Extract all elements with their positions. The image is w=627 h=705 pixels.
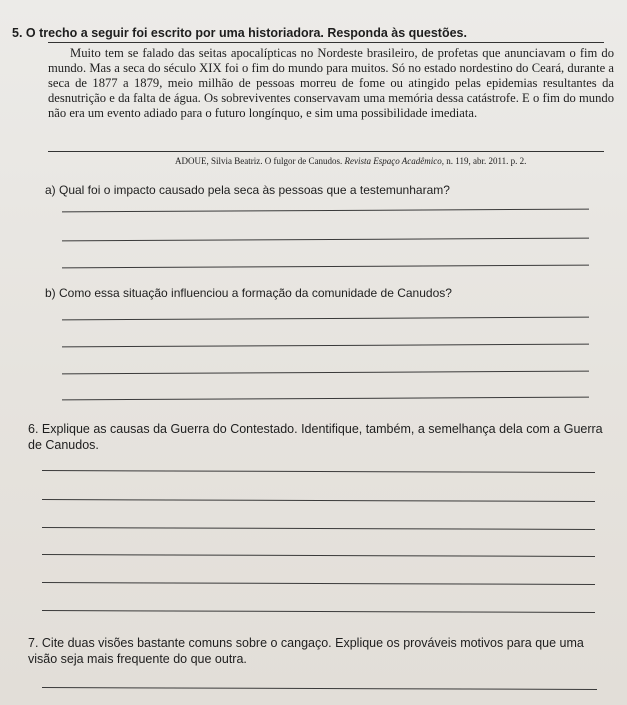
source-journal: Revista Espaço Acadêmico,: [344, 156, 445, 166]
answer-line[interactable]: [42, 499, 595, 502]
source-citation: [175, 156, 615, 166]
question-7: 7. Cite duas visões bastante comuns sobre o cangaço. Explique os prováveis motivos para que uma visão seja mais frequente do que outra.: [28, 636, 584, 666]
answer-line[interactable]: [42, 527, 595, 530]
answer-line[interactable]: [42, 554, 595, 557]
answer-line[interactable]: [62, 238, 589, 242]
answer-line[interactable]: [62, 209, 589, 213]
answer-line[interactable]: [62, 317, 589, 321]
answer-line[interactable]: [42, 582, 595, 585]
answer-line[interactable]: [42, 470, 595, 473]
answer-line[interactable]: [62, 397, 589, 401]
passage-top-rule: [48, 42, 604, 43]
question-6: 6. Explique as causas da Guerra do Contestado. Identifique, também, a semelhança dela com a Guerra de Canudos.: [28, 422, 603, 452]
source-author: ADOUE, Silvia Beatriz. O fulgor de Canudos.: [175, 156, 343, 166]
answer-line[interactable]: [62, 265, 589, 269]
passage-text: Muito tem se falado das seitas apocalípticas no Nordeste brasileiro, de profetas que anunciavam o fim do mundo. Mas a seca do século XIX foi o fim do mundo para muitos. Só no estado nordestino do Ceará, durante a seca de 1877 a 1879, meio milhão de pessoas morreu de fome ou atingido pelas epidemias resultantes da desnutrição e da falta de água. Os sobreviventes conservavam uma memória dessa catástrofe. E o fim do mundo não era um evento adiado para o futuro longínquo, e sim uma possibilidade imediata.: [48, 46, 614, 120]
question-5a: a) Qual foi o impacto causado pela seca às pessoas que a testemunharam?: [45, 183, 450, 197]
passage-bottom-rule: [48, 151, 604, 152]
source-details: n. 119, abr. 2011. p. 2.: [446, 156, 527, 166]
answer-line[interactable]: [62, 344, 589, 348]
question-5-title: 5. O trecho a seguir foi escrito por uma historiadora. Responda às questões.: [12, 26, 467, 40]
answer-line[interactable]: [62, 371, 589, 375]
question-5b: b) Como essa situação influenciou a formação da comunidade de Canudos?: [45, 286, 452, 300]
answer-line[interactable]: [42, 687, 597, 690]
answer-line[interactable]: [42, 610, 595, 613]
